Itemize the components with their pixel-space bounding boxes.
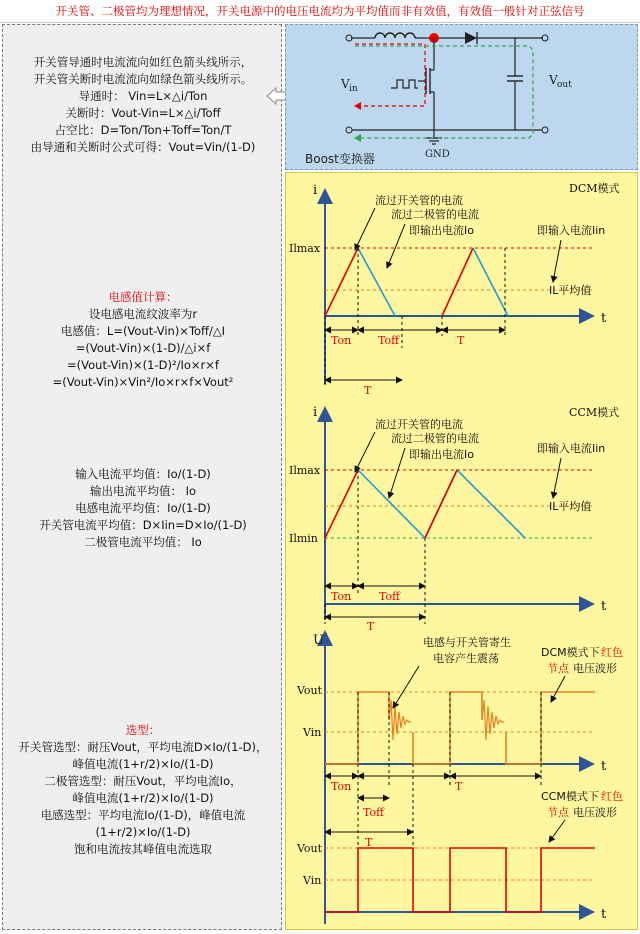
ccm-voltage-mode-2a: 节点 [547,806,569,819]
formula-duty: 占空比：D=Ton/Ton+Toff=Ton/T [54,123,232,137]
selection-line-7: 饱和电流按其峰值电流选取 [74,842,212,856]
selection-line-4: 峰值电流(1+r/2)×Io/(1-D) [72,791,214,805]
dcm-vin-label: Vin [303,726,322,739]
dcm-axis-i-label: i [313,183,318,198]
dcm-voltage-mode-2b: 电压波形 [573,662,617,675]
dcm-voltage-mode-1a: DCM模式下 [541,646,600,659]
inductor-line-5: =(Vout-Vin)×Vin²/Io×r×f×Vout² [52,375,234,389]
dcm-avg-label: IL平均值 [549,284,592,297]
dcm-mode-label: DCM模式 [569,182,620,195]
selection-line-6: (1+r/2)×Io/(1-D) [95,825,191,839]
gnd-label: GND [425,149,450,160]
dcm-ringing [389,700,411,740]
ccm-output-current-label: 即输出电流Io [409,448,474,461]
ccm-axis-t-label: t [601,599,607,614]
ccm-voltage-mode-1a: CCM模式下 [541,790,599,803]
dcm-voltage-waveform [325,692,389,764]
dcm-output-current-label: 即输出电流Io [409,224,474,237]
vout-label: V [549,73,558,87]
inductor-line-3: =(Vout-Vin)×(1-D)/△i×f [75,341,211,355]
ccm-period-label: T [367,620,375,633]
ccm-voltage-mode-2b: 电压波形 [573,806,617,819]
intro-line-2: 开关管关断时电流流向如绿色箭头线所示。 [33,72,253,86]
inductor-line-1: 设电感电流纹波率为r [88,307,198,321]
selection-line-5: 电感选型：平均电流Io/(1-D)，峰值电流 [40,808,246,822]
circuit-caption: Boost变换器 [305,152,375,166]
selection-line-2: 峰值电流(1+r/2)×Io/(1-D) [72,757,214,771]
pwm-signal-icon [391,80,418,88]
on-current-path [355,44,425,106]
dcm-voltage-mode-2a: 节点 [547,662,569,675]
dcm-switch-current-label: 流过开关管的电流 [375,194,463,207]
waveform-diagrams [285,172,638,930]
selection-line-3: 二极管选型：耐压Vout，平均电流Io， [44,774,242,788]
ccm-mode-label: CCM模式 [569,406,620,419]
dcm-ilmax-label: Ilmax [289,242,321,255]
dcm-current-chart [289,181,620,397]
ccm-voltage-mode-1b: 红色 [601,790,623,803]
ccm-switch-current-label: 流过开关管的电流 [375,418,463,431]
selection-heading: 选型： [125,723,161,737]
green-arrow-icon [354,134,361,142]
avg-switch-current: 开关管电流平均值：D×Iin=D×Io/(1-D) [39,518,247,532]
page-title: 开关管、二极管均为理想情况，开关电源中的电压电流均为平均值而非有效值，有效值一般针对正弦信号 [55,4,585,18]
ringing-label-1: 电感与开关管寄生 [423,636,511,649]
selection-line-1: 开关管选型：耐压Vout，平均电流D×Io/(1-D)， [18,740,268,754]
dcm-voltage-t-label: T [455,780,463,793]
ccm-vin-label: Vin [303,874,322,887]
intro-line-1: 开关管导通时电流流向如红色箭头线所示， [33,55,253,69]
boost-circuit-diagram [285,24,638,170]
ccm-diode-current-label: 流过二极管的电流 [391,432,479,445]
title-bar [0,0,640,23]
ccm-toff-label: Toff [379,590,400,603]
ccm-vout-label: Vout [297,842,323,855]
dcm-toff-label: Toff [378,334,399,347]
dcm-voltage-axis-t-label: t [601,759,607,774]
dcm-voltage-period-label: T [365,836,373,849]
vin-subscript: in [349,84,358,94]
ccm-voltage-axis-t-label: t [601,907,607,922]
ccm-ilmax-label: Ilmax [289,464,321,477]
inductor-line-2: 电感值：L=(Vout-Vin)×Toff/△I [60,324,226,338]
diode-icon [465,32,477,44]
ringing-label-2: 电容产生震荡 [433,652,499,665]
dcm-axis-t-label: t [601,311,607,326]
ccm-axis-i-label: i [313,405,318,420]
dcm-diode-current-label: 流过二极管的电流 [391,208,479,221]
dcm-switch-ramp [325,248,358,316]
dcm-vout-label: Vout [297,684,323,697]
ccm-ilmin-label: Ilmin [289,532,318,545]
ccm-voltage-chart [296,789,623,922]
formula-off: 关断时：Vout-Vin=L×△i/Toff [65,106,221,120]
off-current-path [355,46,533,138]
dcm-ton-label: Ton [331,334,352,347]
avg-diode-current: 二极管电流平均值： Io [84,535,202,549]
inductor-heading: 电感值计算： [108,290,178,304]
ccm-ton-label: Ton [331,590,352,603]
dcm-input-current-label: 即输入电流Iin [537,224,606,237]
vin-label: V [341,77,350,91]
dcm-diode-ramp [358,248,395,316]
ccm-input-current-label: 即输入电流Iin [537,442,606,455]
inductor-line-4: =(Vout-Vin)×(1-D)²/Io×r×f [67,358,219,372]
ccm-switch-ramp [325,470,358,538]
formula-on: 导通时： Vin=L×△i/Ton [78,89,208,103]
vout-subscript: out [557,80,572,90]
formula-result: 由导通和关断时公式可得：Vout=Vin/(1-D) [30,140,256,154]
avg-inductor-current: 电感电流平均值：Io/(1-D) [75,501,211,515]
dcm-voltage-ton-label: Ton [331,780,352,793]
ccm-avg-label: IL平均值 [549,500,592,513]
ccm-current-chart [289,405,619,633]
dcm-t-label: T [457,334,465,347]
dcm-voltage-mode-1b: 红色 [601,646,623,659]
dcm-period-label: T [364,384,372,397]
red-arrow-icon [354,102,361,110]
avg-input-current: 输入电流平均值：Io/(1-D) [75,467,211,481]
avg-output-current: 输出电流平均值： Io [89,484,197,498]
dcm-voltage-toff-label: Toff [363,806,384,819]
dcm-axis-u-label: U [313,633,324,648]
inductor-icon [375,33,415,38]
